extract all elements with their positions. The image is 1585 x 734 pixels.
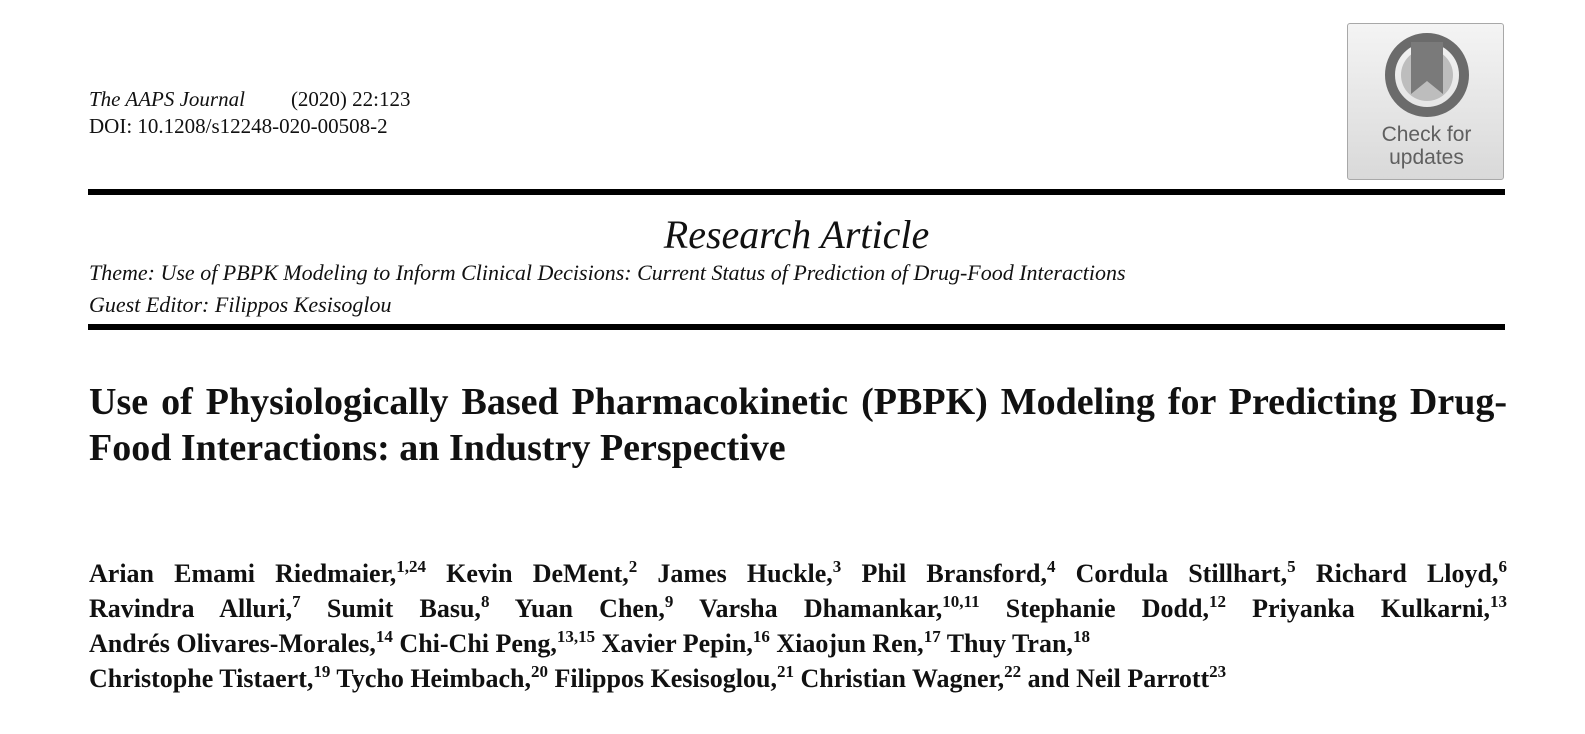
author-name: Xavier Pepin, [601, 629, 753, 658]
author-affiliation: 20 [530, 662, 548, 681]
author-name: Andrés Olivares-Morales, [89, 629, 376, 658]
author-affiliation: 14 [375, 627, 393, 646]
bookmark-circle-icon [1384, 32, 1470, 118]
author-name: Christian Wagner, [800, 664, 1005, 693]
journal-volume: (2020) 22:123 [290, 87, 411, 111]
author [1252, 594, 1507, 623]
author [446, 559, 637, 588]
author-affiliation: 1,24 [396, 557, 426, 576]
author-affiliation: 12 [1208, 592, 1226, 611]
author-affiliation: 23 [1209, 662, 1227, 681]
guest-editor: Guest Editor: Filippos Kesisoglou [89, 292, 392, 317]
author-name: Ravindra Alluri, [89, 594, 293, 623]
author [515, 594, 674, 623]
author-affiliation: 3 [832, 557, 842, 576]
author [776, 629, 940, 658]
author [1006, 594, 1226, 623]
author-affiliation: 16 [752, 627, 770, 646]
author [1076, 559, 1296, 588]
author-line [89, 556, 1507, 591]
author-name: Yuan Chen, [514, 594, 665, 623]
author-affiliation: 8 [480, 592, 490, 611]
author [1316, 559, 1507, 588]
author-affiliation: 13 [1490, 592, 1508, 611]
author-name: Varsha Dhamankar, [699, 594, 943, 623]
author-name: Xiaojun Ren, [776, 629, 924, 658]
author [89, 629, 393, 658]
author [947, 629, 1090, 658]
author-affiliation: 13,15 [556, 627, 596, 646]
author-line [89, 626, 1507, 661]
author-name: Cordula Stillhart, [1075, 559, 1288, 588]
author-name: Christophe Tistaert, [89, 664, 314, 693]
journal-name: The AAPS Journal [89, 87, 245, 111]
author-name: Stephanie Dodd, [1005, 594, 1209, 623]
author [1028, 664, 1227, 693]
badge-label-line1: Check for [1381, 123, 1472, 146]
author-name: Filippos Kesisoglou, [554, 664, 777, 693]
author-name: Phil Bransford, [861, 559, 1047, 588]
top-rule [88, 189, 1505, 195]
doi[interactable]: DOI: 10.1208/s12248-020-00508-2 [89, 114, 388, 138]
author [602, 629, 770, 658]
author [327, 594, 490, 623]
author-affiliation: 22 [1004, 662, 1022, 681]
author [89, 559, 426, 588]
author-affiliation: 10,11 [942, 592, 980, 611]
author [399, 629, 595, 658]
bottom-rule [88, 324, 1505, 330]
article-title: Use of Physiologically Based Pharmacokinetic (PBPK) Modeling for Predicting Drug-Food Interactions: an Industry Perspective [89, 381, 1507, 469]
author-name: and Neil Parrott [1027, 664, 1210, 693]
author-affiliation: 2 [628, 557, 638, 576]
author-name: Sumit Basu, [326, 594, 481, 623]
author [699, 594, 979, 623]
article-type: Research Article [663, 212, 930, 257]
author-affiliation: 9 [664, 592, 674, 611]
author [89, 664, 330, 693]
author-list [89, 556, 1507, 696]
author-name: James Huckle, [657, 559, 833, 588]
author-affiliation: 19 [313, 662, 331, 681]
author [89, 594, 301, 623]
author-name: Priyanka Kulkarni, [1252, 594, 1491, 623]
author-name: Chi-Chi Peng, [399, 629, 557, 658]
theme-line: Theme: Use of PBPK Modeling to Inform Clinical Decisions: Current Status of Prediction of Drug-Food Interactions [89, 260, 1126, 285]
badge-label-line2: updates [1389, 146, 1464, 169]
author-affiliation: 5 [1287, 557, 1296, 576]
author-line [89, 591, 1507, 626]
author-name: Kevin DeMent, [446, 559, 629, 588]
author-line [89, 661, 1507, 696]
author-name: Thuy Tran, [946, 629, 1073, 658]
author-affiliation: 7 [292, 592, 301, 611]
journal-info [89, 86, 411, 140]
author-affiliation: 6 [1498, 557, 1507, 576]
author-affiliation: 17 [923, 627, 941, 646]
author-name: Tycho Heimbach, [336, 664, 531, 693]
author-name: Richard Lloyd, [1315, 559, 1499, 588]
author [657, 559, 841, 588]
author [554, 664, 794, 693]
author [800, 664, 1021, 693]
author-affiliation: 18 [1072, 627, 1090, 646]
author-affiliation: 21 [776, 662, 794, 681]
check-for-updates-badge[interactable] [1347, 23, 1504, 180]
author-name: Arian Emami Riedmaier, [89, 559, 397, 588]
author-affiliation: 4 [1046, 557, 1056, 576]
author [336, 664, 548, 693]
author [861, 559, 1055, 588]
